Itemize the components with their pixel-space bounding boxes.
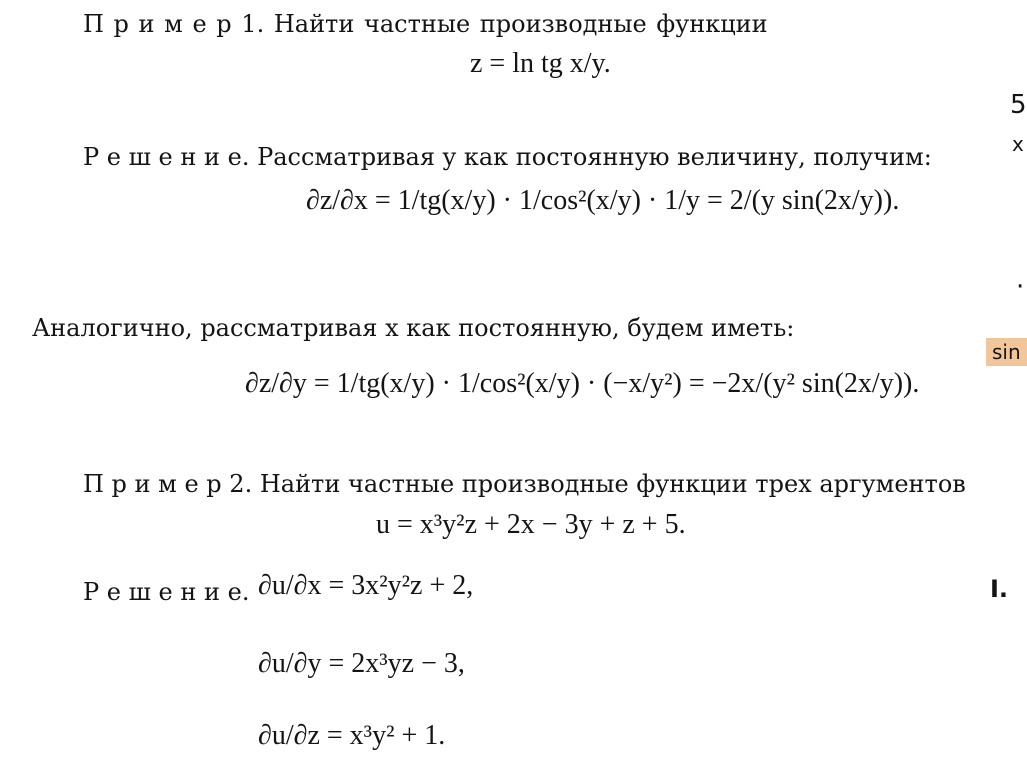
dz-dx-text: ∂z/∂x = 1/tg(x/y) · 1/cos²(x/y) · 1/y = 2/(y sin(2x/y)). [306,185,900,216]
example1-title [83,10,768,38]
example2-title [83,470,966,498]
example2-formula-text: u = x³y²z + 2x − 3y + z + 5. [376,509,686,540]
example2-formula [376,509,686,541]
du-dx-formula [258,570,473,602]
solution1-intro [83,143,932,171]
example1-formula [470,48,611,80]
edge-highlight: sin [986,338,1027,366]
example1-title-text: П р и м е р 1. Найти частные производные функции [83,10,768,38]
du-dx-text: ∂u/∂x = 3x²y²z + 2, [258,570,474,601]
similarly-intro-text: Аналогично, рассматривая x как постоянную, будем иметь: [32,314,795,342]
du-dz-text: ∂u/∂z = x³y² + 1. [258,720,446,751]
edge-dot: · [1016,272,1025,302]
solution2-label-text: Р е ш е н и е. [83,578,250,606]
edge-digit: 5 [1010,90,1027,120]
example1-formula-text: z = ln tg x/y. [470,48,611,79]
similarly-intro [32,314,794,342]
example2-title-text: П р и м е р 2. Найти частные производные функции трех аргументов [83,470,966,498]
solution1-intro-text: Р е ш е н и е. Рассматривая y как постоянную величину, получим: [83,143,932,171]
edge-roman: I. [990,575,1009,603]
edge-letter: x [1012,132,1024,156]
du-dy-formula [258,648,465,680]
solution2-label [83,578,249,606]
dz-dx-formula [306,185,899,217]
du-dz-formula [258,720,445,752]
dz-dy-formula [245,368,919,400]
dz-dy-text: ∂z/∂y = 1/tg(x/y) · 1/cos²(x/y) · (−x/y²) = −2x/(y² sin(2x/y)). [245,368,920,399]
du-dy-text: ∂u/∂y = 2x³yz − 3, [258,648,465,679]
